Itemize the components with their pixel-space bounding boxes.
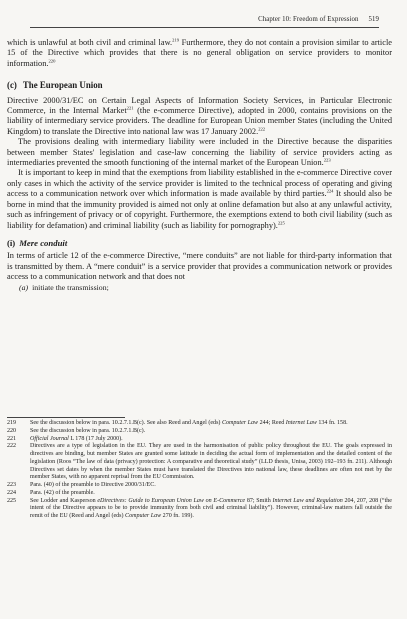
footnote: 224 Para. (42) of the preamble.	[7, 489, 95, 496]
paragraph-provisions: The provisions dealing with intermediary liability were included in the Directive because the disparities between member States' legislation and case-law concerning the liability of service providers acting as intermediaries prevented the smooth functioning of the internal market of the European Union.$^{223}$	[7, 137, 392, 168]
footnote-ref[interactable]: 223	[323, 157, 331, 163]
chapter-title: Chapter 10: Freedom of Expression	[258, 16, 359, 23]
footnote-ref[interactable]: 224	[326, 188, 334, 194]
footnote: 222 Directives are a type of legislation in the EU. They are used in the harmonisation of public policy throughout the EU. The goals expressed in directives are binding, but member States are granted some latitude in deciding the actual form of implementation and the detailed content of the legislation (Roos “The law of data (privacy) protection: A comparative and theoretical study” (LLD thesis, Unisa, 2003) 192–193 fn. 211). Although Directives set dates by when the member States must have translated the Directives into national law, these deadlines are often not met by the member States, with no apparent reprisal from the EU Commission.	[7, 443, 392, 481]
paragraph-directive: Directive 2000/31/EC on Certain Legal Aspects of Information Society Services, in Particular Electronic Commerce, in the Internal Market$^{221}$ (the e-commerce Directive), adopted in 2000, contains provisions on the liability of intermediary service providers. The deadline for European Union member States (including the United Kingdom) to translate the Directive into national law was 17 January 2002.$^{222}$	[7, 95, 393, 136]
running-header	[30, 16, 379, 23]
paragraph-continued: which is unlawful at both civil and criminal law.$^{219}$ Furthermore, they do not contain a provision similar to article 15 of the Directive which provides that there is no general obligation on service providers to monitor information.$^{220}$	[7, 37, 392, 68]
footnote-ref[interactable]: 225	[277, 220, 285, 226]
footnote-ref[interactable]: 219	[172, 37, 180, 43]
footnote: 223 Para. (40) of the preamble to Directive 2000/31/EC.	[7, 482, 156, 488]
footnote-ref[interactable]: 221	[126, 105, 134, 111]
footnote: 225 See Lodder and Kasperson eDirectives: Guide to European Union Law on E-Commerce 87; Smith Internet Law and Regulation 204, 207, 208 (“the intent of the Directive appears to be to provide immunity from both civil and criminal liability”). However, criminal-law matters fall outside the remit of the EU (Reed and Angel (eds) Computer Law 270 fn. 199).	[7, 497, 392, 519]
subsection-heading-mere-conduit: (i) Mere conduit	[7, 237, 68, 248]
footnote-ref[interactable]: 220	[48, 58, 56, 64]
paragraph-exemptions: It is important to keep in mind that the exemptions from liability established in the e-commerce Directive cover only cases in which the activity of the service provider is limited to the technical process of operating and giving access to a communication network over which information is made available by third parties.$^{224}$ It should also be borne in mind that the immunity provided is aimed not only at online defamation but also at any unlawful activity, such as infringement of privacy or of copyright. Furthermore, the exemptions extend to both civil liability (such as liability for defamation) and criminal liability (such as liability for pornography).$^{225}$	[7, 168, 392, 230]
footnote-ref[interactable]: 222	[258, 126, 266, 132]
section-heading-eu: (c) The European Union	[7, 80, 103, 91]
footnotes	[7, 420, 392, 521]
footnote: 219 See the discussion below in para. 10.2.7.1.B(c). See also Reed and Angel (eds) Computer Law 244; Reed Internet Law 134 fn. 158.	[7, 420, 348, 426]
footnote: 220 See the discussion below in para. 10.2.7.1.B(c).	[7, 427, 146, 434]
page-number: 519	[368, 16, 379, 23]
footnote-rule	[7, 417, 125, 418]
list-item: (a) initiate the transmission;	[19, 282, 109, 292]
header-rule	[30, 27, 379, 28]
paragraph-mere-conduit: In terms of article 12 of the e-commerce Directive, “mere conduits” are not liable for third-party information that is transmitted by them. A “mere conduit” is a service provider that provides a communication network or provides access to a communication network and that does not	[7, 251, 392, 282]
main-text	[7, 38, 392, 293]
footnote: 221 Official Journal L 178 (17 July 2000).	[7, 435, 123, 442]
